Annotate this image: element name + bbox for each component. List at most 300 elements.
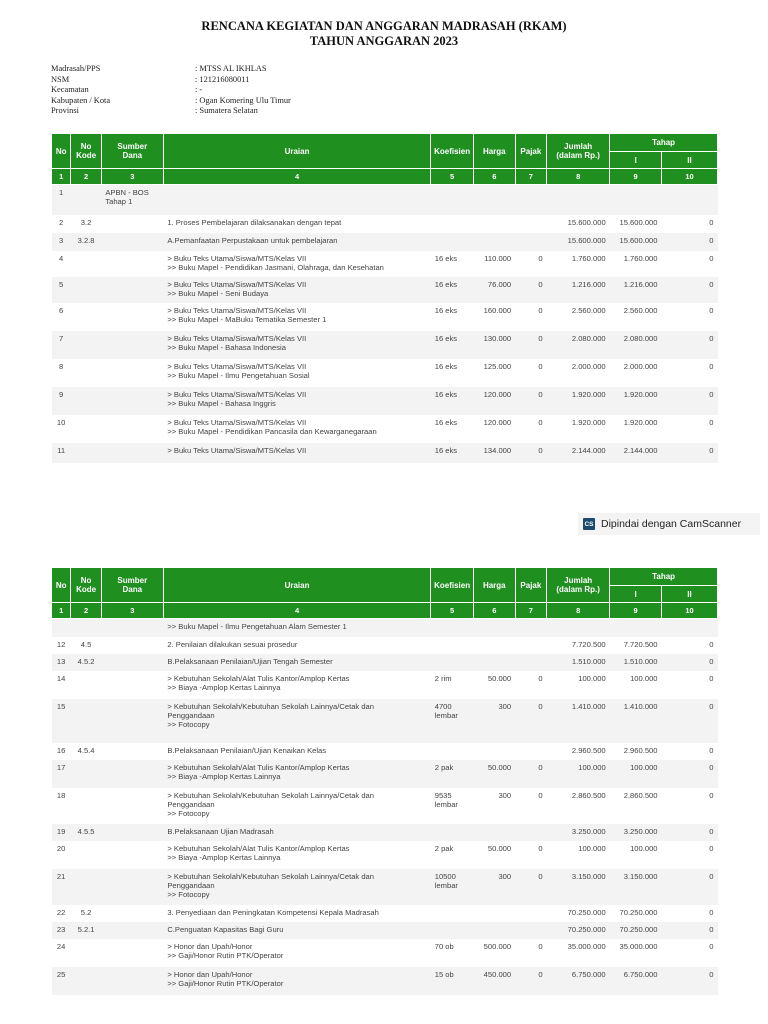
cell-jumlah: 2.560.000 (547, 303, 610, 331)
cell-jumlah: 2.080.000 (547, 331, 610, 359)
cell-kode (71, 869, 102, 905)
cell-uraian: > Kebutuhan Sekolah/Kebutuhan Sekolah Lainnya/Cetak dan Penggandaan >> Fotocopy (163, 788, 430, 824)
cell-no: 25 (52, 967, 71, 995)
cell-sumber-dana (101, 967, 163, 995)
cell-koefisien: 16 eks (431, 415, 474, 443)
cell-tahap-i: 35.000.000 (610, 939, 662, 967)
header-number: 1 (52, 169, 71, 185)
cell-koefisien: 16 eks (431, 387, 474, 415)
cell-kode: 3.2 (71, 215, 102, 233)
table-row (52, 824, 718, 841)
cell-sumber-dana: APBN - BOS Tahap 1 (101, 185, 163, 215)
cell-sumber-dana (101, 277, 163, 303)
cell-jumlah: 2.144.000 (547, 443, 610, 463)
cell-tahap-ii: 0 (662, 869, 718, 905)
header-number: 1 (52, 603, 71, 619)
cell-harga: 120.000 (473, 415, 515, 443)
cell-pajak (515, 824, 547, 841)
cell-sumber-dana (101, 387, 163, 415)
cell-pajak: 0 (515, 331, 547, 359)
cell-kode (71, 619, 102, 637)
header-pajak: Pajak (515, 134, 547, 169)
cell-sumber-dana (101, 824, 163, 841)
cell-kode (71, 185, 102, 215)
cell-jumlah: 1.216.000 (547, 277, 610, 303)
cell-uraian: B.Pelaksanaan Penilaian/Ujian Kenaikan Kelas (163, 743, 430, 760)
cell-uraian: > Kebutuhan Sekolah/Alat Tulis Kantor/Amplop Kertas >> Biaya -Amplop Kertas Lainnya (163, 760, 430, 788)
cell-kode: 4.5.2 (71, 654, 102, 671)
cell-pajak: 0 (515, 671, 547, 699)
table-row (52, 637, 718, 654)
cell-harga: 300 (473, 788, 515, 824)
cell-koefisien (431, 824, 474, 841)
cell-tahap-ii: 0 (662, 841, 718, 869)
cell-jumlah: 1.760.000 (547, 251, 610, 277)
madrasah-info (51, 64, 291, 117)
document-title: RENCANA KEGIATAN DAN ANGGARAN MADRASAH (RKAM) (201, 19, 567, 33)
cell-tahap-i: 1.760.000 (610, 251, 662, 277)
cell-sumber-dana (101, 671, 163, 699)
header-number: 2 (71, 603, 102, 619)
cell-tahap-ii: 0 (662, 671, 718, 699)
cell-tahap-ii: 0 (662, 922, 718, 939)
cell-tahap-ii: 0 (662, 277, 718, 303)
info-value: : - (195, 85, 203, 95)
table-row (52, 359, 718, 387)
cell-sumber-dana (101, 251, 163, 277)
cell-uraian: > Kebutuhan Sekolah/Kebutuhan Sekolah Lainnya/Cetak dan Penggandaan >> Fotocopy (163, 869, 430, 905)
cell-uraian: B.Pelaksanaan Ujian Madrasah (163, 824, 430, 841)
cell-no: 14 (52, 671, 71, 699)
cell-kode (71, 760, 102, 788)
cell-pajak (515, 743, 547, 760)
cell-harga: 50.000 (473, 671, 515, 699)
cell-tahap-i: 1.410.000 (610, 699, 662, 743)
cell-tahap-ii: 0 (662, 654, 718, 671)
cell-tahap-i: 7.720.500 (610, 637, 662, 654)
cell-sumber-dana (101, 233, 163, 251)
cell-harga: 500.000 (473, 939, 515, 967)
table-row (52, 922, 718, 939)
camscanner-label: Dipindai dengan CamScanner (601, 518, 742, 530)
header-tahap-i: I (610, 152, 662, 169)
cell-koefisien: 16 eks (431, 303, 474, 331)
cell-tahap-ii: 0 (662, 743, 718, 760)
cell-koefisien: 2 pak (431, 760, 474, 788)
cell-uraian: > Kebutuhan Sekolah/Alat Tulis Kantor/Amplop Kertas >> Biaya -Amplop Kertas Lainnya (163, 671, 430, 699)
table-row (52, 939, 718, 967)
cell-uraian: B.Pelaksanaan Penilaian/Ujian Tengah Semester (163, 654, 430, 671)
cell-koefisien: 2 pak (431, 841, 474, 869)
cell-koefisien: 70 ob (431, 939, 474, 967)
cell-sumber-dana (101, 922, 163, 939)
cell-tahap-i: 1.920.000 (610, 387, 662, 415)
cell-sumber-dana (101, 443, 163, 463)
cell-tahap-i: 100.000 (610, 671, 662, 699)
info-row (51, 85, 291, 96)
cell-jumlah: 1.410.000 (547, 699, 610, 743)
header-sumber-dana: Sumber Dana (101, 134, 163, 169)
header-tahap: Tahap (610, 568, 718, 586)
cell-kode (71, 699, 102, 743)
header-harga: Harga (473, 568, 515, 603)
cell-koefisien: 16 eks (431, 443, 474, 463)
header-no: No (52, 568, 71, 603)
cell-no: 22 (52, 905, 71, 922)
cell-sumber-dana (101, 303, 163, 331)
cell-harga: 50.000 (473, 760, 515, 788)
cell-kode: 5.2 (71, 905, 102, 922)
header-tahap-ii: II (662, 586, 718, 603)
cell-jumlah: 2.000.000 (547, 359, 610, 387)
cell-kode (71, 303, 102, 331)
cell-harga: 130.000 (473, 331, 515, 359)
cell-no: 15 (52, 699, 71, 743)
header-koefisien: Koefisien (431, 568, 474, 603)
cell-tahap-ii: 0 (662, 760, 718, 788)
header-number: 6 (473, 169, 515, 185)
cell-sumber-dana (101, 743, 163, 760)
header-number: 4 (163, 169, 430, 185)
table-row (52, 654, 718, 671)
cell-no: 9 (52, 387, 71, 415)
header-number: 10 (662, 169, 718, 185)
cell-koefisien (431, 637, 474, 654)
table-row (52, 387, 718, 415)
cell-harga (473, 637, 515, 654)
info-label: Kabupaten / Kota (51, 95, 111, 105)
cell-kode (71, 841, 102, 869)
cell-no: 7 (52, 331, 71, 359)
cell-koefisien (431, 619, 474, 637)
cell-no: 6 (52, 303, 71, 331)
table-row (52, 905, 718, 922)
cell-tahap-i: 15.600.000 (610, 215, 662, 233)
header-number: 6 (473, 603, 515, 619)
table-row (52, 743, 718, 760)
cell-no: 2 (52, 215, 71, 233)
cell-harga (473, 922, 515, 939)
rkam-table-page-1 (51, 133, 718, 463)
table-row (52, 967, 718, 995)
cell-koefisien: 16 eks (431, 251, 474, 277)
cell-pajak: 0 (515, 699, 547, 743)
table-row (52, 415, 718, 443)
cell-koefisien: 4700 lembar (431, 699, 474, 743)
header-number: 7 (515, 603, 547, 619)
cell-harga: 125.000 (473, 359, 515, 387)
camscanner-watermark (578, 513, 760, 535)
cell-koefisien (431, 905, 474, 922)
cell-kode: 4.5.4 (71, 743, 102, 760)
cell-koefisien: 10500 lembar (431, 869, 474, 905)
cell-koefisien (431, 233, 474, 251)
cell-koefisien (431, 743, 474, 760)
table-row (52, 869, 718, 905)
cell-tahap-i (610, 185, 662, 215)
cell-no: 19 (52, 824, 71, 841)
info-value: : 121216080011 (195, 74, 250, 84)
cell-jumlah: 100.000 (547, 760, 610, 788)
cell-harga (473, 619, 515, 637)
cell-tahap-ii: 0 (662, 967, 718, 995)
cell-jumlah: 35.000.000 (547, 939, 610, 967)
cell-koefisien: 16 eks (431, 359, 474, 387)
cell-no: 4 (52, 251, 71, 277)
cell-tahap-i: 2.860.500 (610, 788, 662, 824)
cell-jumlah: 70.250.000 (547, 905, 610, 922)
cell-no: 21 (52, 869, 71, 905)
table-row (52, 760, 718, 788)
cell-pajak: 0 (515, 788, 547, 824)
table-row (52, 699, 718, 743)
cell-sumber-dana (101, 699, 163, 743)
cell-koefisien: 15 ob (431, 967, 474, 995)
cell-sumber-dana (101, 359, 163, 387)
header-uraian: Uraian (163, 568, 430, 603)
header-number: 9 (610, 603, 662, 619)
cell-koefisien: 2 rim (431, 671, 474, 699)
cell-sumber-dana (101, 939, 163, 967)
cell-jumlah: 70.250.000 (547, 922, 610, 939)
header-tahap-i: I (610, 586, 662, 603)
cell-uraian: > Kebutuhan Sekolah/Alat Tulis Kantor/Amplop Kertas >> Biaya -Amplop Kertas Lainnya (163, 841, 430, 869)
cell-sumber-dana (101, 788, 163, 824)
header-number: 5 (431, 603, 474, 619)
cell-sumber-dana (101, 869, 163, 905)
cell-pajak: 0 (515, 443, 547, 463)
cell-no: 8 (52, 359, 71, 387)
camscanner-logo-icon: CS (583, 518, 595, 530)
cell-no: 24 (52, 939, 71, 967)
cell-no: 13 (52, 654, 71, 671)
cell-kode (71, 671, 102, 699)
cell-uraian: >> Buku Mapel - Ilmu Pengetahuan Alam Semester 1 (163, 619, 430, 637)
cell-tahap-ii: 0 (662, 251, 718, 277)
info-label: NSM (51, 74, 70, 84)
cell-no: 23 (52, 922, 71, 939)
cell-harga (473, 215, 515, 233)
cell-uraian: > Buku Teks Utama/Siswa/MTS/Kelas VII >> Buku Mapel - Pendidikan Pancasila dan Kewarganegaraan (163, 415, 430, 443)
cell-koefisien (431, 654, 474, 671)
cell-pajak: 0 (515, 760, 547, 788)
cell-pajak (515, 233, 547, 251)
header-number: 3 (101, 603, 163, 619)
info-row (51, 64, 291, 75)
header-no-kode: No Kode (71, 568, 102, 603)
cell-uraian: 2. Penilaian dilakukan sesuai prosedur (163, 637, 430, 654)
cell-jumlah: 15.600.000 (547, 233, 610, 251)
cell-jumlah: 1.920.000 (547, 415, 610, 443)
cell-uraian: 1. Proses Pembelajaran dilaksanakan dengan tepat (163, 215, 430, 233)
header-koefisien: Koefisien (431, 134, 474, 169)
cell-no (52, 619, 71, 637)
header-no-kode: No Kode (71, 134, 102, 169)
cell-tahap-i: 2.560.000 (610, 303, 662, 331)
header-number: 7 (515, 169, 547, 185)
info-value: : MTSS AL IKHLAS (195, 64, 267, 73)
cell-tahap-i: 70.250.000 (610, 905, 662, 922)
info-value: : Ogan Komering Ulu Timur (195, 95, 291, 105)
cell-jumlah: 1.510.000 (547, 654, 610, 671)
cell-uraian: C.Penguatan Kapasitas Bagi Guru (163, 922, 430, 939)
cell-kode (71, 359, 102, 387)
cell-harga: 134.000 (473, 443, 515, 463)
cell-sumber-dana (101, 637, 163, 654)
cell-sumber-dana (101, 841, 163, 869)
rkam-table-page-2 (51, 567, 718, 995)
cell-kode (71, 415, 102, 443)
cell-tahap-i: 70.250.000 (610, 922, 662, 939)
cell-tahap-ii: 0 (662, 788, 718, 824)
cell-harga (473, 185, 515, 215)
cell-kode (71, 251, 102, 277)
table-row (52, 841, 718, 869)
cell-harga: 450.000 (473, 967, 515, 995)
info-label: Madrasah/PPS (51, 64, 101, 73)
cell-sumber-dana (101, 760, 163, 788)
cell-pajak: 0 (515, 303, 547, 331)
cell-koefisien (431, 185, 474, 215)
cell-kode (71, 443, 102, 463)
cell-jumlah (547, 185, 610, 215)
table-row (52, 331, 718, 359)
table-row (52, 303, 718, 331)
cell-uraian: > Buku Teks Utama/Siswa/MTS/Kelas VII >> Buku Mapel - Pendidikan Jasmani, Olahraga, dan Kesehatan (163, 251, 430, 277)
cell-jumlah: 3.250.000 (547, 824, 610, 841)
cell-uraian: > Buku Teks Utama/Siswa/MTS/Kelas VII >> Buku Mapel - Ilmu Pengetahuan Sosial (163, 359, 430, 387)
cell-uraian: > Honor dan Upah/Honor >> Gaji/Honor Rutin PTK/Operator (163, 967, 430, 995)
info-label: Kecamatan (51, 85, 89, 95)
cell-tahap-i: 1.920.000 (610, 415, 662, 443)
cell-pajak: 0 (515, 967, 547, 995)
cell-tahap-i: 2.960.500 (610, 743, 662, 760)
cell-uraian: > Honor dan Upah/Honor >> Gaji/Honor Rutin PTK/Operator (163, 939, 430, 967)
cell-koefisien (431, 215, 474, 233)
cell-no: 10 (52, 415, 71, 443)
cell-harga: 76.000 (473, 277, 515, 303)
header-tahap: Tahap (610, 134, 718, 152)
cell-tahap-ii: 0 (662, 215, 718, 233)
header-jumlah: Jumlah (dalam Rp.) (547, 568, 610, 603)
cell-pajak (515, 654, 547, 671)
cell-jumlah: 100.000 (547, 671, 610, 699)
cell-no: 18 (52, 788, 71, 824)
header-no: No (52, 134, 71, 169)
cell-pajak (515, 619, 547, 637)
table-row (52, 619, 718, 637)
header-jumlah: Jumlah (dalam Rp.) (547, 134, 610, 169)
cell-tahap-ii: 0 (662, 387, 718, 415)
cell-kode: 5.2.1 (71, 922, 102, 939)
cell-pajak: 0 (515, 359, 547, 387)
cell-tahap-i: 3.150.000 (610, 869, 662, 905)
cell-pajak (515, 185, 547, 215)
cell-pajak: 0 (515, 277, 547, 303)
header-tahap-ii: II (662, 152, 718, 169)
header-number: 8 (547, 169, 610, 185)
cell-jumlah (547, 619, 610, 637)
header-number: 10 (662, 603, 718, 619)
header-number: 4 (163, 603, 430, 619)
info-row (51, 75, 291, 86)
header-uraian: Uraian (163, 134, 430, 169)
header-number: 2 (71, 169, 102, 185)
cell-uraian: > Kebutuhan Sekolah/Kebutuhan Sekolah Lainnya/Cetak dan Penggandaan >> Fotocopy (163, 699, 430, 743)
table-row (52, 788, 718, 824)
cell-pajak: 0 (515, 869, 547, 905)
cell-jumlah: 3.150.000 (547, 869, 610, 905)
cell-koefisien: 16 eks (431, 277, 474, 303)
cell-tahap-ii: 0 (662, 331, 718, 359)
header-harga: Harga (473, 134, 515, 169)
cell-pajak: 0 (515, 387, 547, 415)
cell-uraian: > Buku Teks Utama/Siswa/MTS/Kelas VII >> Buku Mapel - Bahasa Inggris (163, 387, 430, 415)
cell-tahap-i (610, 619, 662, 637)
cell-jumlah: 1.920.000 (547, 387, 610, 415)
cell-harga (473, 233, 515, 251)
cell-harga: 120.000 (473, 387, 515, 415)
table-body (52, 619, 718, 995)
cell-sumber-dana (101, 331, 163, 359)
cell-tahap-ii: 0 (662, 939, 718, 967)
cell-sumber-dana (101, 415, 163, 443)
table-row (52, 671, 718, 699)
table-body (52, 185, 718, 463)
cell-pajak (515, 637, 547, 654)
header-number: 3 (101, 169, 163, 185)
info-row (51, 106, 291, 117)
cell-uraian: A.Pemanfaatan Perpustakaan untuk pembelajaran (163, 233, 430, 251)
table-row (52, 185, 718, 215)
cell-jumlah: 7.720.500 (547, 637, 610, 654)
cell-pajak (515, 905, 547, 922)
table-row (52, 443, 718, 463)
header-number: 5 (431, 169, 474, 185)
table-row (52, 251, 718, 277)
cell-kode (71, 331, 102, 359)
info-label: Provinsi (51, 106, 79, 116)
document-subtitle: TAHUN ANGGARAN 2023 (309, 34, 459, 48)
cell-no: 5 (52, 277, 71, 303)
cell-no: 16 (52, 743, 71, 760)
cell-tahap-ii: 0 (662, 303, 718, 331)
cell-jumlah: 2.860.500 (547, 788, 610, 824)
cell-uraian: > Buku Teks Utama/Siswa/MTS/Kelas VII >> Buku Mapel - Bahasa Indonesia (163, 331, 430, 359)
cell-tahap-ii: 0 (662, 415, 718, 443)
cell-harga (473, 743, 515, 760)
cell-kode: 4.5 (71, 637, 102, 654)
cell-sumber-dana (101, 654, 163, 671)
cell-jumlah: 6.750.000 (547, 967, 610, 995)
cell-tahap-ii: 0 (662, 637, 718, 654)
cell-harga (473, 905, 515, 922)
cell-kode (71, 967, 102, 995)
cell-tahap-ii: 0 (662, 824, 718, 841)
table-row (52, 233, 718, 251)
cell-jumlah: 15.600.000 (547, 215, 610, 233)
cell-no: 12 (52, 637, 71, 654)
cell-kode (71, 788, 102, 824)
cell-koefisien: 16 eks (431, 331, 474, 359)
cell-uraian: > Buku Teks Utama/Siswa/MTS/Kelas VII >> Buku Mapel - Seni Budaya (163, 277, 430, 303)
cell-tahap-i: 2.080.000 (610, 331, 662, 359)
cell-tahap-i: 2.000.000 (610, 359, 662, 387)
cell-jumlah: 2.960.500 (547, 743, 610, 760)
header-number: 9 (610, 169, 662, 185)
cell-tahap-ii: 0 (662, 699, 718, 743)
cell-sumber-dana (101, 905, 163, 922)
